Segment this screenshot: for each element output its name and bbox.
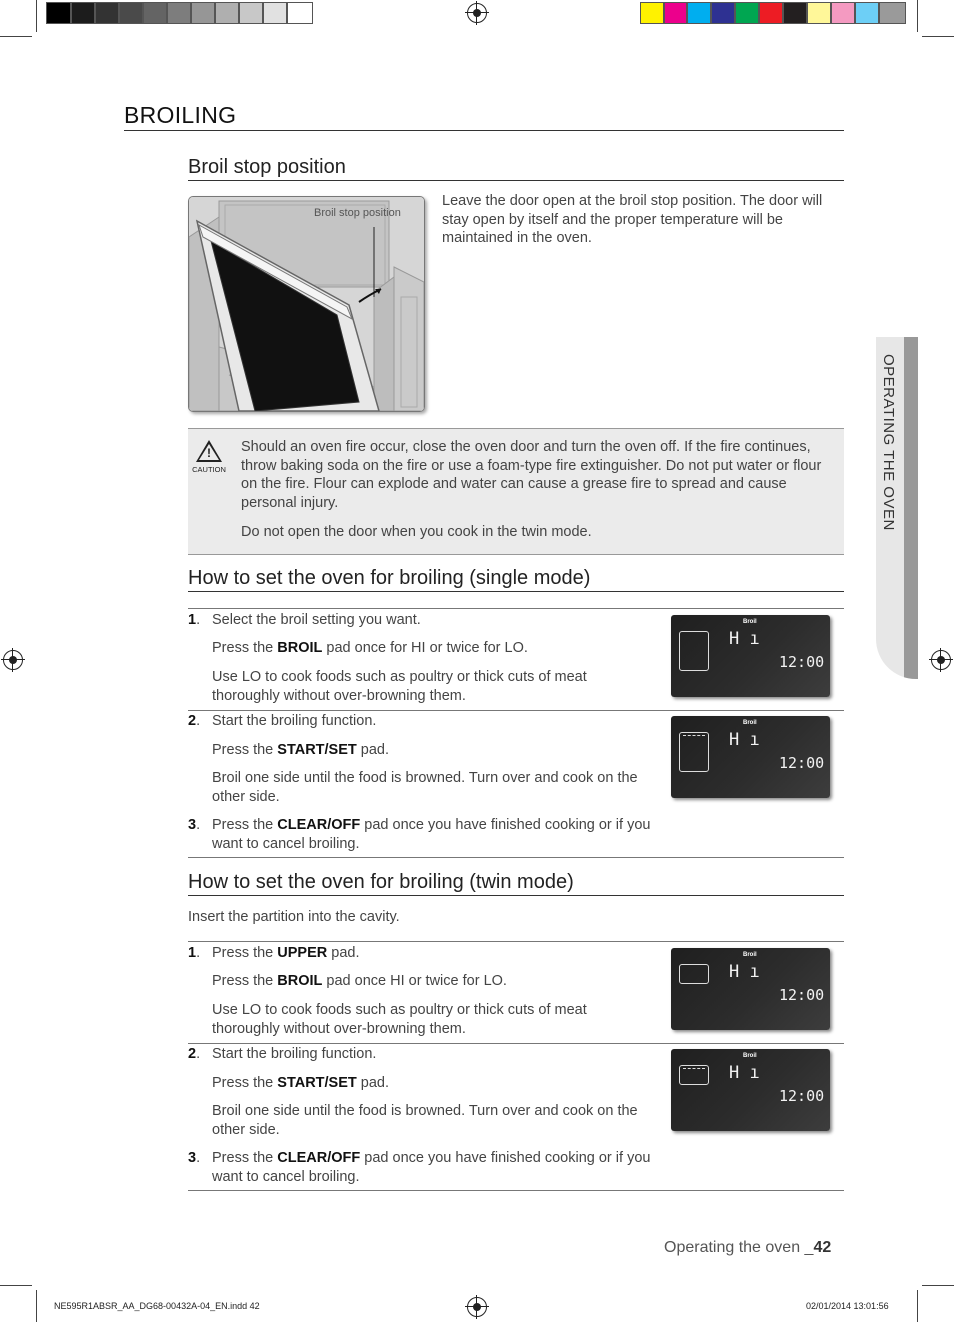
display-broil-label: Broil (743, 720, 757, 726)
step-text: Broil one side until the food is browned. Turn over and cook on the other side. (212, 1103, 638, 1138)
swatch (167, 2, 191, 24)
display-clock: 12:00 (779, 754, 825, 772)
oven-door-illustration (189, 197, 424, 411)
heading-rule (188, 895, 844, 896)
step-text: Use LO to cook foods such as poultry or thick cuts of meat thoroughly without over-browning them. (212, 669, 587, 704)
caution-icon-glyph: ! (207, 446, 211, 460)
page-number: 42 (813, 1239, 832, 1256)
broil-stop-image-label: Broil stop position (314, 207, 401, 219)
swatch (735, 2, 759, 24)
swatch (95, 2, 119, 24)
display-mode: H ı (729, 629, 760, 649)
step-text: Press the UPPER pad. (212, 945, 360, 961)
table-rule (188, 1043, 844, 1044)
slug-file: NE595R1ABSR_AA_DG68-00432A-04_EN.indd 42 (54, 1301, 260, 1311)
oven-display (671, 948, 830, 1030)
table-rule (188, 1190, 844, 1191)
step-text: Start the broiling function. (212, 713, 377, 729)
crop-mark (36, 0, 37, 32)
step-number: 1 (188, 612, 197, 628)
table-rule (188, 857, 844, 858)
page-footer (664, 1239, 831, 1257)
caution-label: CAUTION (192, 465, 226, 474)
crop-mark (0, 36, 32, 37)
oven-display (671, 615, 830, 697)
swatch (879, 2, 906, 24)
table-rule (188, 608, 844, 609)
step-text: Press the BROIL pad once for HI or twice for LO. (212, 640, 528, 656)
step-text: Broil one side until the food is browned. Turn over and cook on the other side. (212, 770, 638, 805)
step-text: Press the CLEAR/OFF pad once you have finished cooking or if you want to cancel broiling. (212, 817, 651, 852)
swatch (711, 2, 735, 24)
heading-rule (188, 591, 844, 592)
registration-mark-icon (467, 1297, 487, 1317)
title-rule (124, 130, 844, 131)
caution-text-1: Should an oven fire occur, close the oven door and turn the oven off. If the fire continues, throw baking soda on the fire or use a foam-type fire extinguisher. Do not put water or flour on the fire. Flour can explode and water can cause a grease fire to spread and cause personal injury. (241, 439, 822, 511)
step-text: Press the START/SET pad. (212, 742, 390, 758)
swatch (287, 2, 313, 24)
broil-stop-image (188, 196, 425, 412)
swatch (263, 2, 287, 24)
display-broil-label: Broil (743, 952, 757, 958)
display-window-icon (679, 732, 709, 772)
twin-mode-heading: How to set the oven for broiling (twin mode) (188, 871, 574, 893)
swatch (46, 2, 71, 24)
step-number: 2 (188, 713, 197, 729)
registration-mark-icon (467, 3, 487, 23)
display-broil-label: Broil (743, 619, 757, 625)
step-text: Press the CLEAR/OFF pad once you have finished cooking or if you want to cancel broiling. (212, 1150, 651, 1185)
side-tab-label: OPERATING THE OVEN (880, 354, 897, 531)
swatch (215, 2, 239, 24)
display-clock: 12:00 (779, 653, 825, 671)
swatch (239, 2, 263, 24)
swatch (831, 2, 855, 24)
display-clock: 12:00 (779, 986, 825, 1004)
crop-mark (0, 1285, 32, 1286)
swatch (71, 2, 95, 24)
footer-text: Operating the oven _ (664, 1239, 814, 1256)
step-text: Start the broiling function. (212, 1046, 377, 1062)
heading-rule (188, 180, 844, 181)
swatch (783, 2, 807, 24)
oven-display (671, 716, 830, 798)
step-number: 3 (188, 817, 197, 833)
table-rule (188, 941, 844, 942)
caution-text-2: Do not open the door when you cook in the twin mode. (241, 524, 592, 540)
table-rule (188, 710, 844, 711)
crop-mark (917, 1290, 918, 1322)
slug-date: 02/01/2014 13:01:56 (806, 1301, 889, 1311)
display-window-icon (679, 1065, 709, 1085)
display-window-icon (679, 631, 709, 671)
section-title: BROILING (124, 102, 237, 128)
swatch (119, 2, 143, 24)
crop-mark (922, 36, 954, 37)
crop-mark (922, 1285, 954, 1286)
step-number: 2 (188, 1046, 197, 1062)
oven-display (671, 1049, 830, 1131)
step-text: Press the START/SET pad. (212, 1075, 390, 1091)
crop-mark (36, 1290, 37, 1322)
step-text: Select the broil setting you want. (212, 612, 421, 628)
display-clock: 12:00 (779, 1087, 825, 1105)
display-broil-label: Broil (743, 1053, 757, 1059)
swatch (191, 2, 215, 24)
swatch (759, 2, 783, 24)
broil-stop-text: Leave the door open at the broil stop position. The door will stay open by itself and the proper temperature will be maintained in the oven. (442, 193, 823, 246)
registration-mark-icon (3, 650, 23, 670)
display-mode: H ı (729, 730, 760, 750)
display-window-icon (679, 964, 709, 984)
display-mode: H ı (729, 962, 760, 982)
step-text: Press the BROIL pad once HI or twice for LO. (212, 973, 507, 989)
step-number: 3 (188, 1150, 197, 1166)
swatch (664, 2, 687, 24)
twin-intro: Insert the partition into the cavity. (188, 909, 400, 925)
single-mode-heading: How to set the oven for broiling (single mode) (188, 567, 591, 589)
display-mode: H ı (729, 1063, 760, 1083)
registration-mark-icon (931, 650, 951, 670)
step-text: Use LO to cook foods such as poultry or thick cuts of meat thoroughly without over-browning them. (212, 1002, 587, 1037)
swatch (807, 2, 831, 24)
step-number: 1 (188, 945, 197, 961)
swatch (855, 2, 879, 24)
broil-stop-heading: Broil stop position (188, 156, 346, 178)
swatch (640, 2, 664, 24)
crop-mark (917, 0, 918, 32)
swatch (687, 2, 711, 24)
swatch (143, 2, 167, 24)
